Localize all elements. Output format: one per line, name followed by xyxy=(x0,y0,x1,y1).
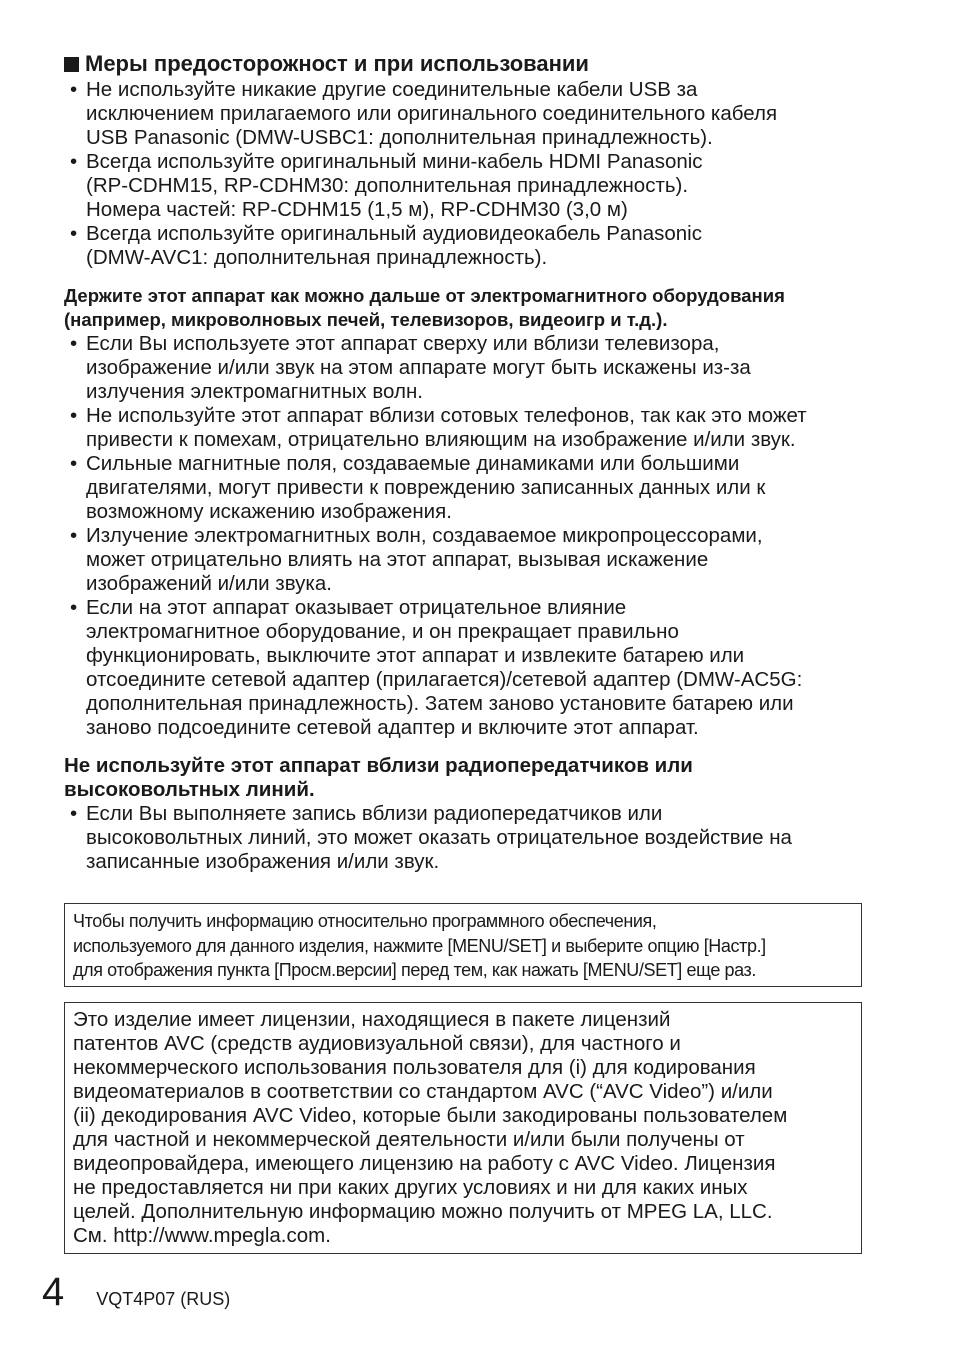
em-equipment-heading: Держите этот аппарат как можно дальше от электромагнитного оборудования (например, микроволновых печей, телевизоров, видеоигр и т.д.). xyxy=(64,285,785,330)
list-item: • Сильные магнитные поля, создаваемые динамиками или большими двигателями, могут привести к повреждению записанных данных или к возможному искажению изображения. xyxy=(64,452,868,524)
list-item: • Не используйте никакие другие соединительные кабели USB за исключением прилагаемого или оригинального соединительного кабеля USB Panasonic (DMW-USBC1: дополнительная принадлежность). xyxy=(64,78,868,150)
list-item: • Всегда используйте оригинальный мини-кабель HDMI Panasonic (RP-CDHM15, RP-CDHM30: дополнительная принадлежность). Номера частей: RP-CDHM15 (1,5 м), RP-CDHM30 (3,0 м) xyxy=(64,150,868,222)
main-content xyxy=(64,50,868,874)
list-item: • Если на этот аппарат оказывает отрицательное влияние электромагнитное оборудование, и он прекращает правильно функционировать, выключите этот аппарат и извлеките батарею или отсоедините сетевой адаптер (прилагается)/сетевой адаптер (DMW-AC5G: дополнительная принадлежность). Затем заново установите батарею или заново подсоедините сетевой адаптер и включите этот аппарат. xyxy=(64,596,868,740)
square-bullet-icon xyxy=(64,57,79,72)
list-item: • Всегда используйте оригинальный аудиовидеокабель Panasonic (DMW-AVC1: дополнительная принадлежность). xyxy=(64,222,868,270)
page-footer xyxy=(42,1268,230,1316)
page-number: 4 xyxy=(42,1270,65,1314)
avc-license-box: Это изделие имеет лицензии, находящиеся в пакете лицензий патентов AVC (средств аудиовизуальной связи), для частного и некоммерческого использования пользователя для (i) для кодирования видеоматериалов в соответствии со стандартом AVC (“AVC Video”) и/или (ii) декодирования AVC Video, которые были закодированы пользователем для частной и некоммерческой деятельности и/или были получены от видеопровайдера, имеющего лицензию на работу с AVC Video. Лицензия не предоставляется ни при каких других условиях и ни для каких иных целей. Дополнительную информацию можно получить от MPEG LA, LLC. См. http://www.mpegla.com. xyxy=(64,1002,862,1254)
document-code: VQT4P07 (RUS) xyxy=(96,1289,231,1309)
list-item: • Если Вы используете этот аппарат сверху или вблизи телевизора, изображение и/или звук на этом аппарате могут быть искажены из-за излучения электромагнитных волн. xyxy=(64,332,868,404)
radio-transmitters-heading: Не используйте этот аппарат вблизи радиопередатчиков или высоковольтных линий. xyxy=(64,754,693,801)
section-heading-precautions xyxy=(64,50,868,78)
section-heading-text: Меры предосторожност и при использовании xyxy=(85,51,589,76)
radio-transmitters-list xyxy=(64,802,868,874)
list-item: • Излучение электромагнитных волн, создаваемое микропроцессорами, может отрицательно влиять на этот аппарат, вызывая искажение изображений и/или звука. xyxy=(64,524,868,596)
precautions-list xyxy=(64,78,868,270)
list-item: • Не используйте этот аппарат вблизи сотовых телефонов, так как это может привести к помехам, отрицательно влияющим на изображение и/или звук. xyxy=(64,404,868,452)
list-item: • Если Вы выполняете запись вблизи радиопередатчиков или высоковольтных линий, это может оказать отрицательное воздействие на записанные изображения и/или звук. xyxy=(64,802,868,874)
software-info-box: Чтобы получить информацию относительно программного обеспечения, используемого для данного изделия, нажмите [MENU/SET] и выберите опцию [Настр.] для отображения пункта [Просм.версии] перед тем, как нажать [MENU/SET] еще раз. xyxy=(64,903,862,987)
em-equipment-list xyxy=(64,332,868,740)
